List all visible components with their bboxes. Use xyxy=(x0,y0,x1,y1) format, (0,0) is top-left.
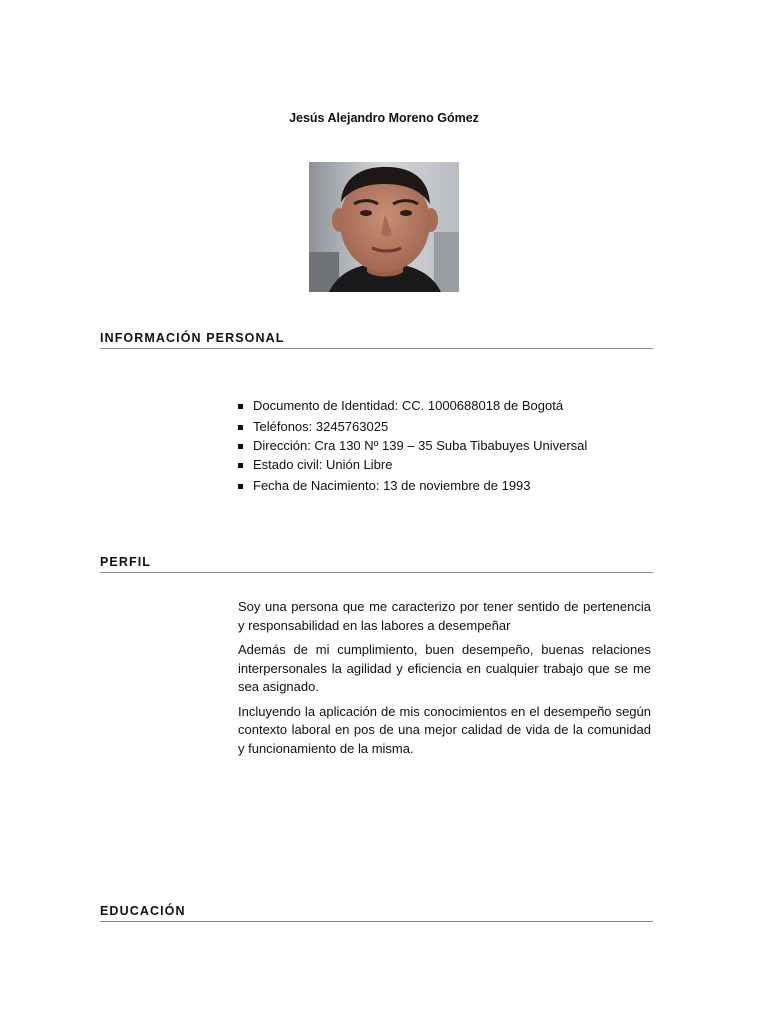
list-item xyxy=(238,437,587,456)
person-name: Jesús Alejandro Moreno Gómez xyxy=(289,111,479,125)
list-item xyxy=(238,418,587,437)
list-item xyxy=(238,456,587,475)
square-bullet-icon xyxy=(238,444,243,449)
personal-info-list xyxy=(238,397,587,496)
portrait-photo xyxy=(309,162,459,292)
perfil-paragraph: Además de mi cumplimiento, buen desempeño, buenas relaciones interpersonales la agilidad y eficiencia en cualquier trabajo que se me sea asignado. xyxy=(238,642,651,694)
perfil-paragraph: Soy una persona que me caracterizo por tener sentido de pertenencia y responsabilidad en las labores a desempeñar xyxy=(238,599,651,633)
section-title-educacion: EDUCACIÓN xyxy=(100,904,653,922)
personal-item-civil-status: Estado civil: Unión Libre xyxy=(253,457,393,472)
list-item xyxy=(238,397,587,416)
square-bullet-icon xyxy=(238,425,243,430)
portrait-image xyxy=(309,162,459,292)
personal-item-birthdate: Fecha de Nacimiento: 13 de noviembre de 1993 xyxy=(253,478,531,493)
personal-item-phone: Teléfonos: 3245763025 xyxy=(253,419,389,434)
personal-item-document: Documento de Identidad: CC. 1000688018 de Bogotá xyxy=(253,398,564,413)
section-title-personal: INFORMACIÓN PERSONAL xyxy=(100,331,653,349)
personal-item-address: Dirección: Cra 130 Nº 139 – 35 Suba Tibabuyes Universal xyxy=(253,438,588,453)
square-bullet-icon xyxy=(238,404,243,409)
perfil-text xyxy=(238,598,651,764)
square-bullet-icon xyxy=(238,484,243,489)
square-bullet-icon xyxy=(238,463,243,468)
list-item xyxy=(238,477,587,496)
perfil-paragraph: Incluyendo la aplicación de mis conocimientos en el desempeño según contexto laboral en pos de una mejor calidad de vida de la comunidad y funcionamiento de la misma. xyxy=(238,703,651,756)
section-title-perfil: PERFIL xyxy=(100,555,653,573)
